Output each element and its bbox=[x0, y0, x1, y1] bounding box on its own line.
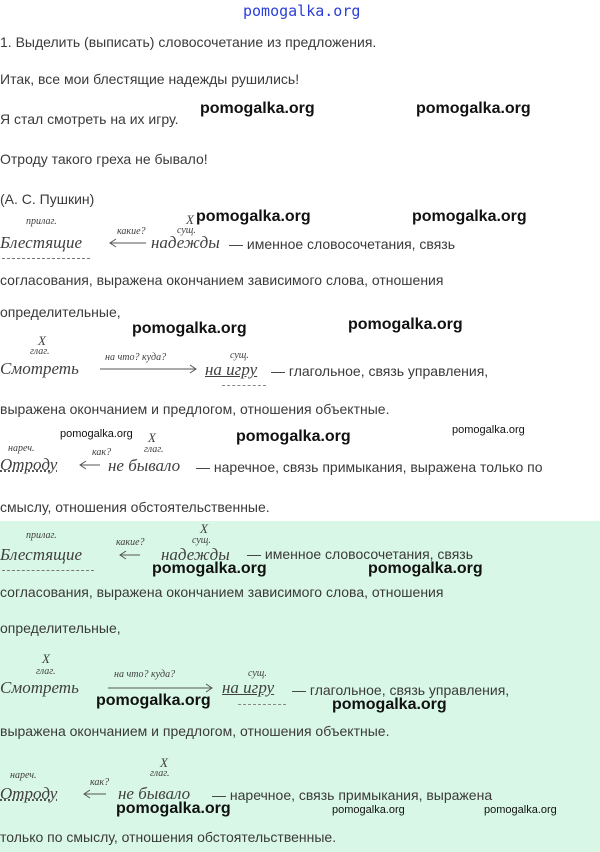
phrase-main-word: Отроду bbox=[0, 455, 58, 474]
label-noun: сущ. bbox=[192, 535, 211, 546]
description-line: — наречное, связь примыкания, выражена bbox=[212, 787, 493, 803]
watermark-text[interactable]: pomogalka.org bbox=[60, 428, 133, 440]
description-line: — наречное, связь примыкания, выражена только по bbox=[196, 459, 543, 475]
description-line: согласования, выражена окончанием зависимого слова, отношения bbox=[0, 584, 444, 600]
watermark-text[interactable]: pomogalka.org bbox=[412, 208, 527, 225]
phrase-dependent-word: на игру bbox=[222, 678, 275, 697]
main-word-mark: X bbox=[38, 333, 46, 348]
label-noun: сущ. bbox=[177, 225, 196, 236]
phrase-dependent-word: не бывало bbox=[118, 784, 191, 803]
watermark-text[interactable]: pomogalka.org bbox=[416, 100, 531, 117]
watermark-text[interactable]: pomogalka.org bbox=[332, 804, 405, 816]
watermark-text[interactable]: pomogalka.org bbox=[200, 100, 315, 117]
question-label: на что? куда? bbox=[105, 352, 167, 363]
watermark-text[interactable]: pomogalka.org bbox=[332, 696, 447, 713]
description-line: согласования, выражена окончанием зависимого слова, отношения bbox=[0, 272, 444, 288]
watermark-text[interactable]: pomogalka.org bbox=[348, 316, 463, 333]
label-adverb: нареч. bbox=[10, 770, 37, 781]
label-adjective: прилаг. bbox=[26, 530, 57, 541]
sentence-2: Я стал смотреть на их игру. bbox=[0, 111, 179, 127]
description-line: — именное словосочетания, связь bbox=[247, 546, 474, 562]
phrase-main-word: Смотреть bbox=[0, 359, 79, 378]
left-arrow-icon bbox=[118, 550, 142, 560]
main-word-mark: X bbox=[186, 212, 194, 227]
label-verb: глаг. bbox=[30, 346, 50, 357]
description-line: — глагольное, связь управления, bbox=[292, 682, 510, 698]
question-label: какие? bbox=[116, 537, 145, 548]
description-line: — именное словосочетания, связь bbox=[229, 236, 456, 252]
description-line: выражена окончанием и предлогом, отношения объектные. bbox=[0, 723, 390, 739]
label-adjective: прилаг. bbox=[26, 216, 57, 227]
label-verb: глаг. bbox=[150, 768, 170, 779]
question-label: как? bbox=[90, 777, 110, 788]
author: (А. С. Пушкин) bbox=[0, 191, 95, 207]
phrase-dependent-word: на игру bbox=[205, 360, 258, 379]
description-line: только по смыслу, отношения обстоятельственные. bbox=[0, 829, 337, 845]
label-verb: глаг. bbox=[144, 444, 164, 455]
watermark-text[interactable]: pomogalka.org bbox=[132, 320, 247, 337]
main-word-mark: X bbox=[160, 755, 168, 770]
main-word-mark: X bbox=[148, 430, 156, 445]
phrase-dependent-word: надежды bbox=[151, 233, 220, 252]
left-arrow-icon bbox=[108, 238, 148, 248]
dashed-underline bbox=[222, 382, 266, 386]
label-noun: сущ. bbox=[230, 350, 249, 361]
phrase-main-word: Блестящие bbox=[0, 233, 82, 252]
phrase-main-word: Блестящие bbox=[0, 545, 82, 564]
left-arrow-icon bbox=[82, 789, 108, 799]
description-line: выражена окончанием и предлогом, отношения объектные. bbox=[0, 401, 390, 417]
question-label: какие? bbox=[117, 226, 146, 237]
watermark-text[interactable]: pomogalka.org bbox=[368, 560, 483, 577]
watermark-text[interactable]: pomogalka.org bbox=[484, 804, 557, 816]
watermark-logo-top[interactable]: pomogalka.org bbox=[243, 2, 361, 20]
watermark-text[interactable]: pomogalka.org bbox=[96, 692, 211, 709]
watermark-text[interactable]: pomogalka.org bbox=[452, 424, 525, 436]
description-line: определительные, bbox=[0, 304, 121, 320]
phrase-main-word: Отроду bbox=[0, 784, 58, 803]
watermark-text[interactable]: pomogalka.org bbox=[196, 208, 311, 225]
sentence-1: Итак, все мои блестящие надежды рушились! bbox=[0, 71, 300, 87]
watermark-text[interactable]: pomogalka.org bbox=[152, 560, 267, 577]
main-word-mark: X bbox=[200, 521, 208, 536]
left-arrow-icon bbox=[78, 460, 102, 470]
right-arrow-icon bbox=[98, 364, 198, 374]
question-label: на что? куда? bbox=[114, 669, 176, 680]
phrase-dependent-word: не бывало bbox=[108, 456, 181, 475]
wavy-underline bbox=[2, 252, 90, 259]
dashed-underline bbox=[238, 701, 286, 705]
label-adverb: нареч. bbox=[8, 443, 35, 454]
watermark-text[interactable]: pomogalka.org bbox=[116, 800, 231, 817]
description-line: смыслу, отношения обстоятельственные. bbox=[0, 499, 270, 515]
wavy-underline bbox=[2, 564, 94, 571]
label-noun: сущ. bbox=[248, 668, 267, 679]
task-title: 1. Выделить (выписать) словосочетание из предложения. bbox=[0, 34, 377, 50]
label-verb: глаг. bbox=[36, 666, 56, 677]
sentence-3: Отроду такого греха не бывало! bbox=[0, 151, 208, 167]
description-line: определительные, bbox=[0, 620, 121, 636]
main-word-mark: X bbox=[42, 651, 50, 666]
description-line: — глагольное, связь управления, bbox=[271, 363, 489, 379]
watermark-text[interactable]: pomogalka.org bbox=[236, 428, 351, 445]
phrase-main-word: Смотреть bbox=[0, 678, 79, 697]
phrase-dependent-word: надежды bbox=[161, 545, 230, 564]
question-label: как? bbox=[92, 447, 112, 458]
